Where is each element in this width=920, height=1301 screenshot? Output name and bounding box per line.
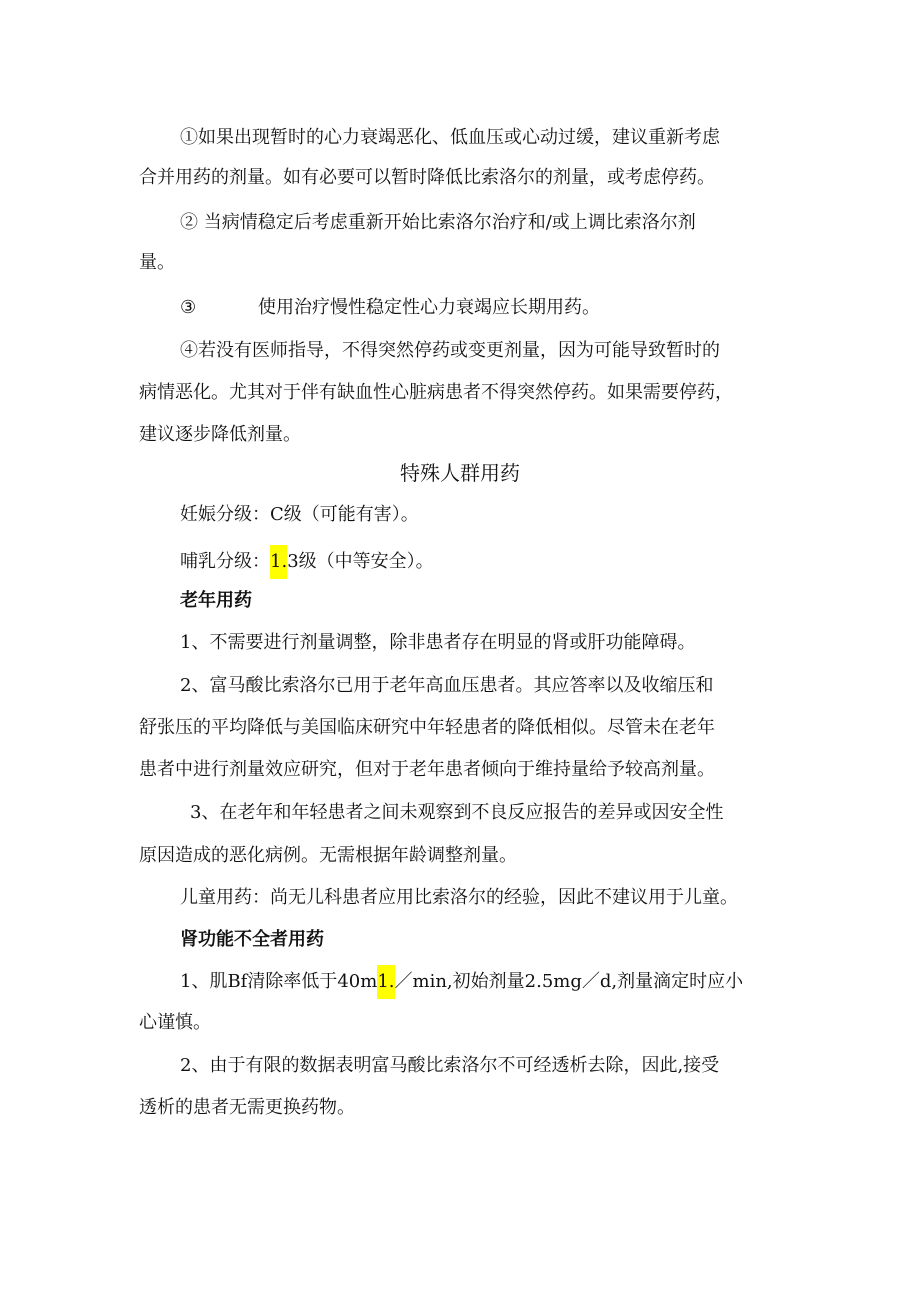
renal-item-1-suffix: ／min,初始剂量2.5mg／d,剂量滴定时应小 <box>394 971 744 992</box>
renal-heading: 肾功能不全者用药 <box>180 929 324 950</box>
elderly-item-2-line-3: 患者中进行剂量效应研究，但对于老年患者倾向于维持量给予较高剂量。 <box>139 759 715 780</box>
section-title-special-populations: 特殊人群用药 <box>400 461 520 485</box>
lactation-category <box>180 545 434 579</box>
elderly-item-1: 1、不需要进行剂量调整，除非患者存在明显的肾或肝功能障碍。 <box>180 632 696 653</box>
lactation-suffix: 3级（中等安全）。 <box>287 551 434 572</box>
lactation-prefix: 哺乳分级： <box>180 551 270 572</box>
renal-item-1-prefix: 1、肌Bf清除率低于40m <box>180 971 378 992</box>
children-usage: 儿童用药：尚无儿科患者应用比索洛尔的经验，因此不建议用于儿童。 <box>180 887 738 908</box>
warning-2-line-1: ② 当病情稳定后考虑重新开始比索洛尔治疗和/或上调比索洛尔剂 <box>180 212 696 233</box>
renal-item-1-highlight: 1. <box>377 965 394 999</box>
pregnancy-category: 妊娠分级：C级（可能有害）。 <box>180 504 419 525</box>
elderly-item-2-line-2: 舒张压的平均降低与美国临床研究中年轻患者的降低相似。尽管未在老年 <box>139 717 715 738</box>
elderly-item-3-line-1: 3、在老年和年轻患者之间未观察到不良反应报告的差异或因安全性 <box>190 802 724 823</box>
renal-item-2-line-2: 透析的患者无需更换药物。 <box>139 1097 355 1118</box>
elderly-item-3-line-2: 原因造成的恶化病例。无需根据年龄调整剂量。 <box>139 845 517 866</box>
elderly-heading: 老年用药 <box>180 590 252 611</box>
renal-item-2-line-1: 2、由于有限的数据表明富马酸比索洛尔不可经透析去除，因此,接受 <box>180 1055 720 1076</box>
elderly-item-2-line-1: 2、富马酸比索洛尔已用于老年高血压患者。其应答率以及收缩压和 <box>180 675 714 696</box>
warning-4-line-2: 病情恶化。尤其对于伴有缺血性心脏病患者不得突然停药。如果需要停药， <box>139 382 733 403</box>
warning-1-line-2: 合并用药的剂量。如有必要可以暂时降低比索洛尔的剂量，或考虑停药。 <box>139 167 715 188</box>
warning-2-line-2: 量。 <box>139 252 175 273</box>
warning-1-line-1: ①如果出现暂时的心力衰竭恶化、低血压或心动过缓，建议重新考虑 <box>180 127 720 148</box>
renal-item-1-line-1 <box>180 965 743 999</box>
warning-3-text: 使用治疗慢性稳定性心力衰竭应长期用药。 <box>258 297 600 318</box>
warning-4-line-3: 建议逐步降低剂量。 <box>139 424 301 445</box>
warning-4-line-1: ④若没有医师指导，不得突然停药或变更剂量，因为可能导致暂时的 <box>180 340 720 361</box>
lactation-highlight: 1. <box>270 545 287 579</box>
renal-item-1-line-2: 心谨慎。 <box>139 1012 211 1033</box>
warning-3-number: ③ <box>180 297 197 318</box>
